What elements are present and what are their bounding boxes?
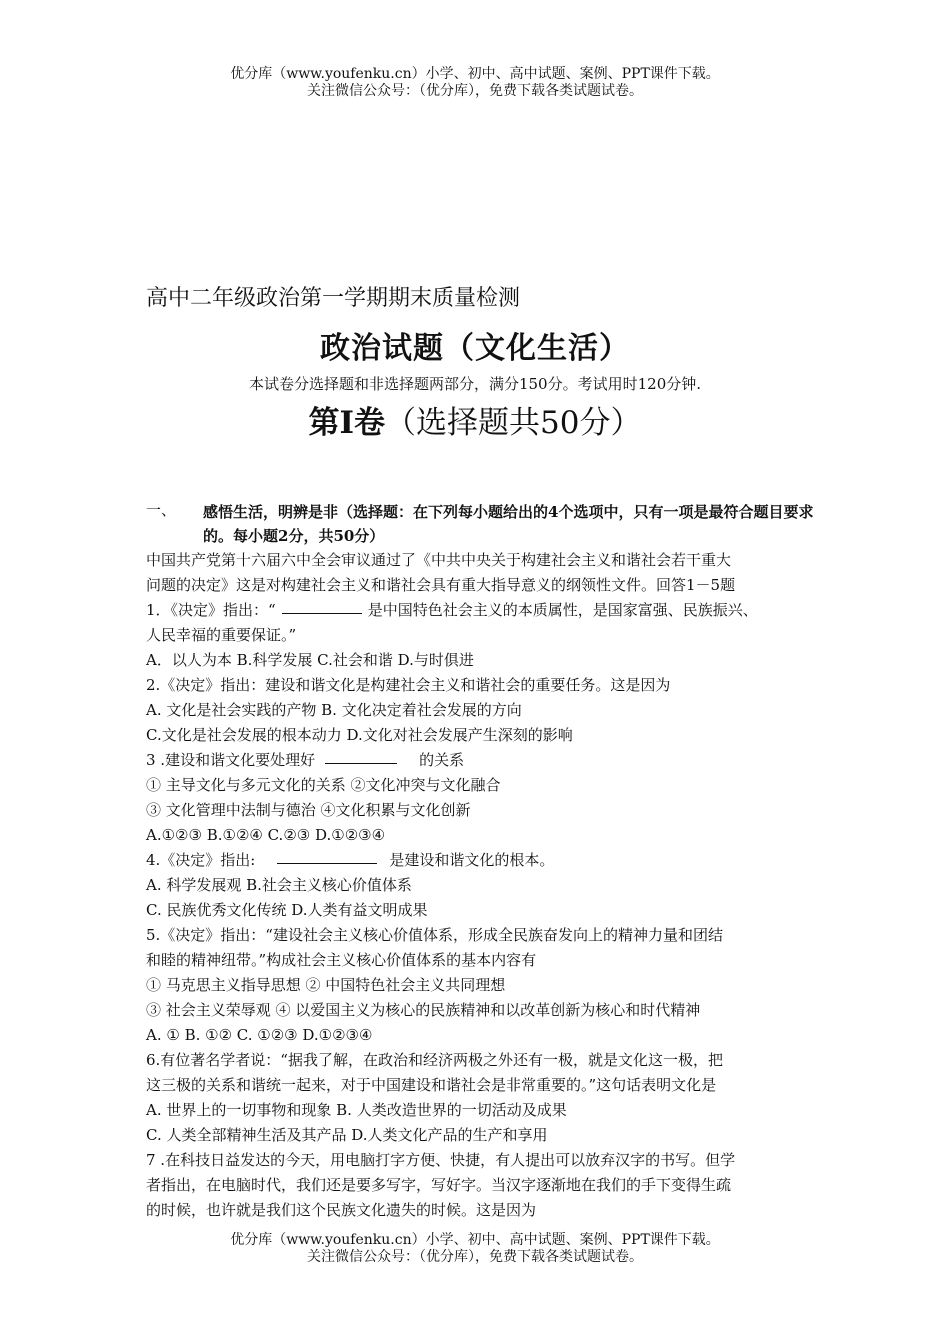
footer-line-1: 优分库（www.youfenku.cn）小学、初中、高中试题、案例、PPT课件下载。 xyxy=(230,1232,720,1248)
volume-desc: （选择题共50分） xyxy=(385,405,642,441)
question-3-start: 3 .建设和谐文化要处理好 xyxy=(146,751,316,769)
question-6-options-ab: A. 世界上的一切事物和现象 B. 人类改造世界的一切活动及成果 xyxy=(146,1101,567,1119)
question-4 xyxy=(146,850,554,870)
question-3 xyxy=(146,750,464,770)
school-title: 高中二年级政治第一学期期末质量检测 xyxy=(146,286,521,311)
exam-note: 本试卷分选择题和非选择题两部分，满分150分。考试用时120分钟. xyxy=(248,375,702,393)
question-1-cont: 人民幸福的重要保证。” xyxy=(146,626,297,644)
question-6: 6.有位著名学者说：“据我了解，在政治和经济两极之外还有一极，就是文化这一极，把 xyxy=(146,1051,723,1069)
question-7-cont-1: 者指出，在电脑时代，我们还是要多写字，写好字。当汉字逐渐地在我们的手下变得生疏 xyxy=(146,1176,732,1194)
question-2-options-ab: A. 文化是社会实践的产物 B. 文化决定着社会发展的方向 xyxy=(146,701,522,719)
header-line-2: 关注微信公众号：（优分库），免费下载各类试题试卷。 xyxy=(307,83,643,99)
footer-line-2: 关注微信公众号：（优分库），免费下载各类试题试卷。 xyxy=(307,1249,643,1265)
page-header xyxy=(0,66,950,100)
question-5: 5.《决定》指出：“建设社会主义核心价值体系，形成全民族奋发向上的精神力量和团结 xyxy=(146,926,723,944)
question-2: 2.《决定》指出：建设和谐文化是构建社会主义和谐社会的重要任务。这是因为 xyxy=(146,676,671,694)
question-6-cont: 这三极的关系和谐统一起来，对于中国建设和谐社会是非常重要的。”这句话表明文化是 xyxy=(146,1076,717,1094)
page-footer xyxy=(0,1232,950,1266)
question-1-end: 是中国特色社会主义的本质属性，是国家富强、民族振兴、 xyxy=(367,601,758,619)
question-1 xyxy=(146,600,758,620)
question-7-cont-2: 的时候，也许就是我们这个民族文化遗失的时候。这是因为 xyxy=(146,1201,537,1219)
question-5-options: A. ① B. ①② C. ①②③ D.①②③④ xyxy=(146,1026,373,1044)
volume-label: 第Ⅰ卷 xyxy=(308,405,386,441)
question-2-options-cd: C.文化是社会发展的根本动力 D.文化对社会发展产生深刻的影响 xyxy=(146,726,573,744)
question-3-options: A.①②③ B.①②④ C.②③ D.①②③④ xyxy=(146,826,386,844)
question-3-items-12: ① 主导文化与多元文化的关系 ②文化冲突与文化融合 xyxy=(146,776,501,794)
section-number: 一、 xyxy=(146,501,177,519)
volume-heading xyxy=(0,402,950,444)
section-heading: 感悟生活，明辨是非（选择题：在下列每小题给出的4个选项中，只有一项是最符合题目要求的。每小题2分，共50分） xyxy=(203,503,814,545)
header-line-1: 优分库（www.youfenku.cn）小学、初中、高中试题、案例、PPT课件下载。 xyxy=(230,66,720,82)
question-5-items-34: ③ 社会主义荣辱观 ④ 以爱国主义为核心的民族精神和以改革创新为核心和时代精神 xyxy=(146,1001,701,1019)
question-4-start: 4.《决定》指出: xyxy=(146,851,256,869)
exam-title: 政治试题（文化生活） xyxy=(320,331,630,366)
question-5-cont: 和睦的精神纽带。”构成社会主义核心价值体系的基本内容有 xyxy=(146,951,537,969)
answer-blank xyxy=(325,753,397,764)
intro-line-2: 问题的决定》这是对构建社会主义和谐社会具有重大指导意义的纲领性文件。回答1－5题 xyxy=(146,576,736,594)
answer-blank xyxy=(282,603,362,614)
answer-blank xyxy=(277,853,377,864)
question-5-items-12: ① 马克思主义指导思想 ② 中国特色社会主义共同理想 xyxy=(146,976,506,994)
question-4-end: 是建设和谐文化的根本。 xyxy=(389,851,555,869)
question-4-options-cd: C. 民族优秀文化传统 D.人类有益文明成果 xyxy=(146,901,428,919)
question-3-end: 的关系 xyxy=(419,751,465,769)
question-6-options-cd: C. 人类全部精神生活及其产品 D.人类文化产品的生产和享用 xyxy=(146,1126,548,1144)
question-1-options: A．以人为本 B.科学发展 C.社会和谐 D.与时俱进 xyxy=(146,651,474,669)
question-7: 7 .在科技日益发达的今天，用电脑打字方便、快捷，有人提出可以放弃汉字的书写。但学 xyxy=(146,1151,736,1169)
intro-line-1: 中国共产党第十六届六中全会审议通过了《中共中央关于构建社会主义和谐社会若干重大 xyxy=(146,551,732,569)
question-3-items-34: ③ 文化管理中法制与德治 ④文化积累与文化创新 xyxy=(146,801,471,819)
question-4-options-ab: A. 科学发展观 B.社会主义核心价值体系 xyxy=(146,876,412,894)
question-1-start: 1．《决定》指出：“ xyxy=(146,601,276,619)
